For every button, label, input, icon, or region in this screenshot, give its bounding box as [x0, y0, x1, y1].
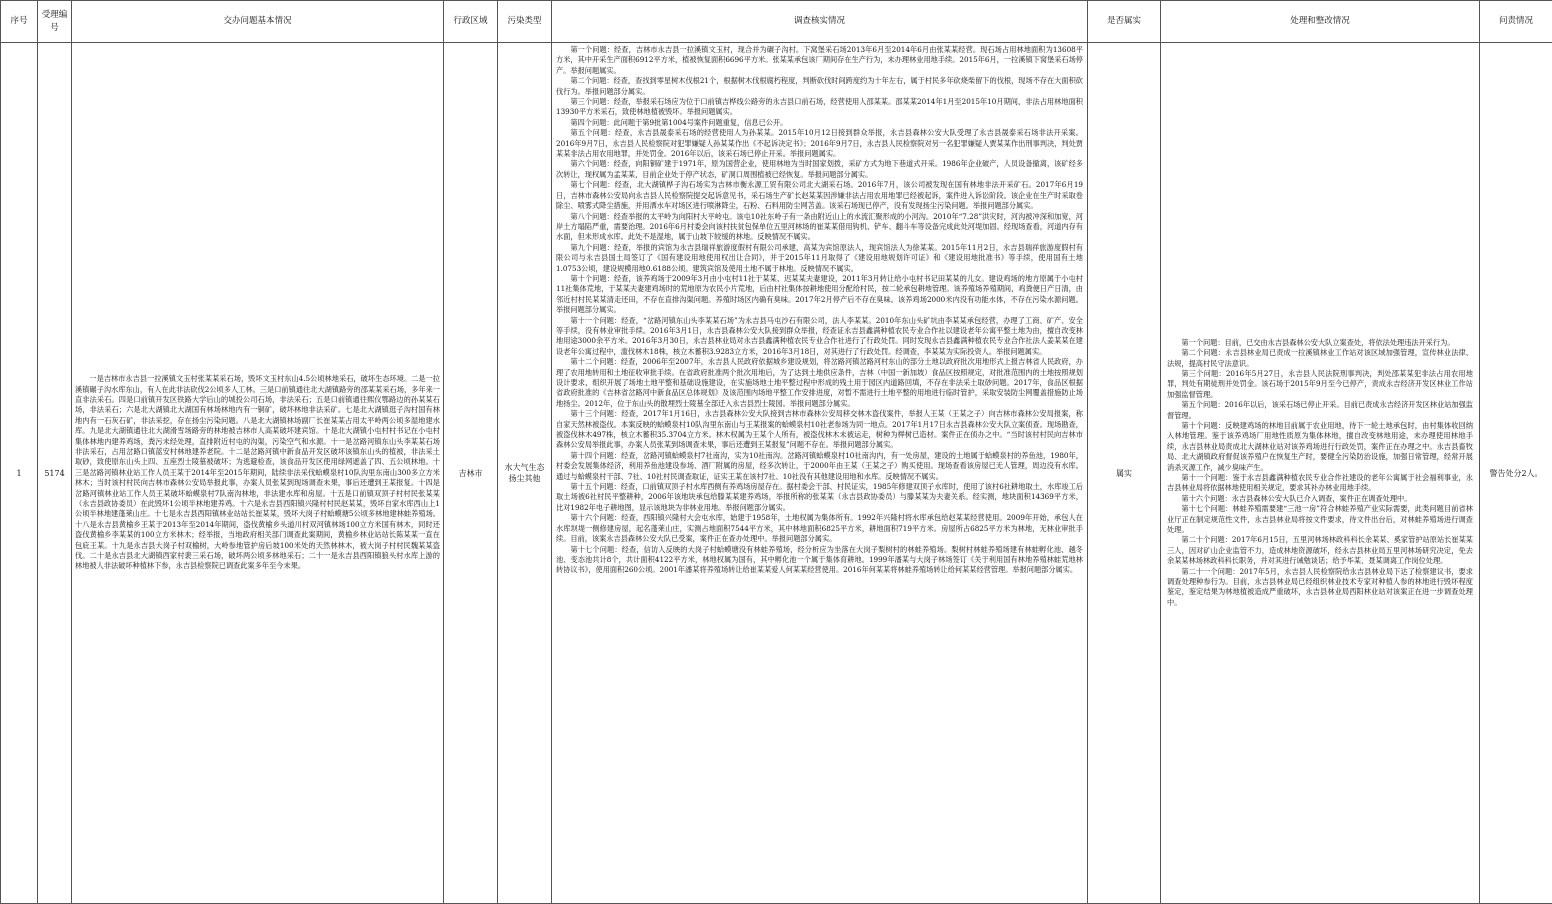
survey-paragraph: 第三个问题：经查，举报采石场应为位于口前镇吉桦线公路旁的永吉县口前石场，经营使用人邵某某。邵某某2014年1月至2015年10月期间，非法占用林地面积13930平方米采石，致使林地植被毁坏。举报问题属实。 — [556, 97, 1083, 118]
survey-paragraph: 第十四个问题：经查，岔路河镇蛤蟆泉村7社南沟，实为10社南沟。岔路河镇蛤蟆泉村10社南沟内，有一处房屋，建设的土地属于蛤蟆泉村的养鱼池，1980年，村委会发展集体经济，利用养鱼池建设参场、酒厂附属的房屋，经多次转让，于2000年由王某（王某之子）购买使用。现场查看该房屋已无人管理，周边没有水库。通过与蛤蟆泉村干部、7社、10社村民调查取证，证实王某在该村7社、10社没有其他建设用地和水库。反映情况不属实。 — [556, 451, 1083, 482]
survey-paragraph: 第十五个问题：经查，口前镇双顶子村水库西侧有养鸡场房屋存在。据村委会干部、村民证实，1985年修建双顶子水库时，使用了该村6社耕地取土，水库竣工后取土场被6社村民平整耕种，2006年该地块承包给滕某某建养鸡场，举报所称的张某某（永吉县政协委员）与滕某某为夫妻关系。经实测，地块面积14369平方米，比对1982年电子耕地图，显示该地块为非林业用地。举报问题部分属实。 — [556, 482, 1083, 513]
handling-paragraph: 第二十一个问题：2017年5月，永吉县人民检察院给永吉县林业局下达了检察建议书，要求调查处理种参行为。目前，永吉县林业局已经组织林业技术专家对种植人参的林地进行毁坏程度鉴定，鉴定结果为林地植被造成严重破坏，永吉县林业局西阳林业站对该案正在进一步调查处理中。 — [1167, 567, 1473, 609]
survey-paragraph: 第六个问题：经查，向阳铜矿建于1971年，原为国营企业，使用林地为当时国家划拨，采矿方式为地下巷道式开采。1986年企业破产，人员设备撤离，该矿经多次转让，现权属为孟某某，目前企业处于停产状态，矿洞口周围植被已经恢复。举报问题部分属实。 — [556, 159, 1083, 180]
handling-paragraph: 第五个问题：2016年以后，该采石场已停止开采。目前已责成永吉经济开发区林业站加强监督管理。 — [1167, 400, 1473, 421]
cell-accountability: 警告处分2人。 — [1480, 43, 1552, 904]
header-is-true: 是否属实 — [1088, 1, 1161, 43]
header-row — [1, 1, 1552, 43]
survey-paragraph: 第十个问题：经查，该养鸡场于2009年3月由小屯村11社于某某、迟某某夫妻建设，2011年3月转让给小屯村书记田某某的儿女。建设鸡场的地方原属于小屯村11社集体荒地，于某某夫妻建鸡场时的荒地原为农民小片荒地，后由村社集体按耕地使用分配给村民，按二轮承包耕地管理。该养殖场养殖期间，鸡粪便日产日清，由邻近村村民某某清走还田，不存在直排沟渠问题。养殖时场区内确有臭味。2017年2月停产后不存在臭味。该养鸡场2000米内没有功能水体，不存在污染水源问题。举报问题部分属实。 — [556, 274, 1083, 316]
cell-survey — [552, 43, 1088, 904]
header-handling: 处理和整改情况 — [1161, 1, 1480, 43]
cell-is-true: 属实 — [1088, 43, 1161, 904]
survey-paragraph: 第二个问题：经查，查找到零星树木伐根21个，根据树木伐根腐朽程度，判断砍伐时间跨度约为十年左右，属于村民多年砍烧柴留下的伐根，现场不存在大面积砍伐行为。举报问题部分属实。 — [556, 76, 1083, 97]
survey-paragraph: 第七个问题：经查，北大湖镇桦子沟石场实为吉林市衡永源工贸有限公司北大湖采石场。2016年7月，该公司被发现在国有林地非法开采矿石。2017年6月19日，吉林市森林公安局向永吉县人民检察院提交起诉意见书，采石场生产矿长赵某某因涉嫌非法占用农用地罪已经被起诉，案件进入诉讼阶段。该企业在生产时采取卷除尘、喷雾式降尘措施，并用洒水车对场区进行喷淋降尘，石粉、石料用防尘网苫盖。该采石场现已停产，没有发现扬尘污染问题。举报问题部分属实。 — [556, 180, 1083, 211]
survey-paragraph: 第十七个问题：经查，信访人反映的大岗子村蛤蟆塘没有林蛙养殖场，经分析应为坐落在大岗子梨树村的林蛙养殖场。梨树村林蛙养殖场建有林蛙孵化池、越冬池、变态池共计8个，共计面积4122平方米，林地权属为国有，其中孵化池一个属于集体育耕地。1999年潘某与大岗子林场签订《关于利用国有林地养殖林蛙荒地林转协议书》，使用面积260公顷。2001年潘某将养殖场转让给崔某某爱人何某某经营使用。2016年何某某将林蛙养殖场转让给何某某经营管理。举报问题部分属实。 — [556, 545, 1083, 576]
survey-paragraph: 第十三个问题：经查，2017年1月16日，永吉县森林公安大队接到吉林市森林公安局移交林木盗伐案件，举报人王某（王某之子）向吉林市森林公安局报案，称自家天然林被盗伐。本案反映的蛤蟆泉村10队沟里东南山与王某报案的蛤蟆泉村10社老参场为同一地点。2017年1月17日永吉县森林公安大队立案侦查。现场勘查，被盗伐林木497株，核立木蓄积35.3704立方米。林木权属为王某个人所有，被盗伐林木未被运走，树种为榉树已造材。案件正在侦办之中。“当时该村村民向吉林市森林公安局举报此事，办案人员张某到场调查未果，事后还遭到王某报复”问题不存在。举报问题部分属实。 — [556, 409, 1083, 451]
cell-accept-no: 5174 — [38, 43, 72, 904]
handling-paragraph: 第二个问题：永吉县林业局已责成一拉溪镇林业工作站对该区域加强管理，宣传林业法律、法规，提高村民守法意识。 — [1167, 348, 1473, 369]
cell-region: 吉林市 — [444, 43, 498, 904]
cell-handling — [1161, 43, 1480, 904]
header-case-info: 交办问题基本情况 — [72, 1, 444, 43]
survey-paragraph: 第九个问题：经查，举报的宾馆为永吉县瑞祥旅游度假村有限公司承建，高某为宾馆原法人，现宾馆法人为徐某某。2015年11月2日，永吉县瑞祥旅游度假村有限公司与永吉县国土局签订了《国有建设用地使用权出让合同》，并于2015年11月取得了《建设用地规划许可证》和《建设用地批准书》等手续，使用国有土地1.0753公顷，建设规模用地0.6188公顷。建筑宾馆及使用土地不属于林地。反映情况不属实。 — [556, 243, 1083, 274]
handling-paragraph: 第十六个问题：永吉县森林公安大队已介入调查，案件正在调查处理中。 — [1167, 494, 1473, 504]
header-region: 行政区域 — [444, 1, 498, 43]
survey-paragraph: 第十一个问题：经查，“岔路河镇东山头李某某石场”为永吉县马屯沙石有限公司，法人李某某。2010年东山头矿坑由李某某承包经营，办理了工商、矿产、安全等手续，没有林业审批手续。2016年3月1日，永吉县森林公安大队接到群众举报，经查证永吉县鑫满种植农民专业合作社以建设老年公寓平整土地为由，擅自改变林地用途3000余平方米。2016年3月30日，永吉县林业局对永吉县鑫满种植农民专业合作社进行了行政处罚。同时发现永吉县鑫满种植农民专业合作社法人姜某某在建设老年公寓过程中，滥伐林木18株，核立木蓄积3.9283立方米，2016年3月18日，对其进行了行政处罚。经调查，李某某为实际投资人。举报问题属实。 — [556, 316, 1083, 358]
handling-paragraph: 第三个问题：2016年5月27日，永吉县人民法院刑事判决，判处邵某某犯非法占用农用地罪，判处有期徒刑并处罚金。该石场于2015年9月至今已停产，责成永吉经济开发区林业工作站加强监督管理。 — [1167, 369, 1473, 400]
survey-paragraph: 第十二个问题：经查，2006年至2007年，永吉县人民政府依据城乡建设规划，将岔路河镇岔路河村东山的部分土地以政府批次用地形式上报吉林省人民政府，办理了农用地转用和土地征收审批手续。在省政府批准两个批次用地后，为了达到土地供应条件，吉林（中国一新加坡）食品区按照规定，对批准范围内的土地按照规划设计要求，组织开展了场地土地平整和基础设施建设，在实施场地土地平整过程中形成的残土用于园区内道路回填，不存在非法采土取砂问题。2017年，食品区根据省政府批准的《吉林省岔路河中新食品区总体规划》及该范围内场地平整工作安排进度，对暂不需进行土地平整的用地进行临时管护，采取安装防尘网覆盖措施防止场地扬尘。2012年，位于东山头的散埋烈士陵墓全部迁入永吉县烈士陵园。举报问题部分属实。 — [556, 357, 1083, 409]
handling-paragraph: 第十七个问题：林蛙养殖需要建“三池一房”符合林蛙养殖产业实际需要，此类问题目前省林业厅正在制定规范性文件，永吉县林业局将按文件要求，待文件出台后，对林蛙养殖场进行调查处理。 — [1167, 504, 1473, 535]
header-survey: 调查核实情况 — [552, 1, 1088, 43]
handling-paragraph: 第十个问题：反映建鸡场的林地目前属于农业用地，待下一轮土地承包时，由村集体收回纳入林地管理。鉴于该养鸡场厂用地性质原为集体林地，擅自改变林地用途，未办理使用林地手续，永吉县林业局责成北大湖林业站对该养鸡场进行行政处罚，案件正在办理之中。永吉县畜牧局、北大湖镇政府督促该养殖户在恢复生产时，要健全污染防治设施，加强日常管理，经常开展消杀灭源工作，减少臭味产生。 — [1167, 421, 1473, 473]
survey-paragraph: 第一个问题：经查，吉林市永吉县一拉溪镇文玉村，现合并为碾子沟村。下窝堡采石场2013年6月至2014年6月由张某某经营。现石场占用林地面积为13608平方米，其中开采生产面积6912平方米，植被恢复面积6696平方米。张某某承包该厂期间存在生产行为，未办理林业用地手续。2015年6月，一拉溪镇下窝堡采石场停产。举报问题属实。 — [556, 45, 1083, 76]
survey-paragraph: 第十六个问题：经查，西阳镇兴隆村大会屯水库，始建于1958年，土地权属为集体所有。1992年兴隆村将水库承包给赵某某经营使用。2009年开始，承包人在水库坝堤一侧修建房屋，起名蓬莱山庄，实测占地面积7544平方米，其中林地面积6825平方米，耕地面积719平方米。房屋所占6825平方米为林地，无林业审批手续。目前，该案永吉县森林公安大队已受案，案件正在查办处理中。举报问题部分属实。 — [556, 513, 1083, 544]
header-pollution-type: 污染类型 — [498, 1, 552, 43]
handling-paragraph: 第一个问题：目前，已交由永吉县森林公安大队立案查处，将依法处理违法开采行为。 — [1167, 338, 1473, 348]
cell-case-info — [72, 43, 444, 904]
cell-seq: 1 — [1, 43, 38, 904]
cell-pollution-type: 水大气生态扬尘其他 — [498, 43, 552, 904]
header-accountability: 问责情况 — [1480, 1, 1552, 43]
handling-paragraph: 第十一个问题：鉴于永吉县鑫满种植农民专业合作社建设的老年公寓属于社会福利事业，永吉县林业局将依据林地使用相关规定，要求其补办林业用地手续。 — [1167, 473, 1473, 494]
survey-paragraph: 第四个问题：此问题于第9批第1004号案件问题重复，信息已公开。 — [556, 118, 1083, 128]
case-info-text: 一是吉林市永吉县一拉溪镇文玉村张某某采石场，毁坏文玉村东山4.5公顷林地采石，破坏生态环境。二是一拉溪镇碾子沟水库东山，有人在此非法砍伐2公顷多人工林。三是口前镇通往北大湖镇路旁的邵某某采石场，多年来一直非法采石。四是口前镇开发区铁路大学后山的城投公司石场，非法采石；五是口前镇通往熙仪鄂路边的孙某某石场，非法采石；六是北大湖镇北大湖国有林场林地内有一铜矿，破坏林地非法采矿。七是北大湖镇逛子沟村国有林地内有一石灰石矿，非法采挖，存在扬尘污染问题。八是北大湖镇林场副厂长崔某某占用太平岭两公顷多湿地建水库。九是北大湖镇通往北大湖滑雪场路旁的林地被吉林市人高某破坏建宾馆。十是北大湖镇小屯村村书记在小屯村集体林地内建养鸡场，粪污未经处理，直排附近村屯的沟渠，污染空气和水源。十一是岔路河镇东山头李某某石场非法采石，占用岔路口镇蓝安村林地建养老院。十二是岔路河镇中新食品开发区破坏该镇东山头的植被，非法采土取砂，致使原东山头上四、五座烈士陵墓被破坏；为逃避检查，该食品开发区使用绿网遮盖了四、五公顷林地。十三是岔路河镇林业站工作人员王某于2014年至2015年期间，陆续非法采伐蛤蟆泉村10队沟里东南山300多立方米林木；当时该村村民向吉林市森林公安局举报此事，办案人员张某到现场调查未果，事后还遭到王某报复。十四是岔路河镇林业站工作人员王某破坏蛤蟆泉村7队南沟林地，非法建水库和房屋。十五是口前镇双顶子村村民张某某（永吉县政协委员）在此毁坏1公顷半林地建养鸡。十六是永吉县西阳镇兴隆村村民赵某某，毁坏自家水库西山上1公顷半林地建蓬莱山庄。十七是永吉县西阳镇林业站站长崔某某，毁坏大岗子村蛤蟆塘5公顷多林地建林蛙养殖场。十八是永吉县黄榆乡王某于2013年至2014年期间，盗伐黄榆乡头道川村双河镇林场100立方米国有林木，同时还盗伐黄榆乡李某某的100立方米林木；经举报，当地政府相关部门调查此案期间，黄榆乡林业站站长陈某某一直在包庇王某。十九是永吉县大岗子村双榆树，大岭参地管护房后坡100米处的天然林林木，被大岗子村村民魏某某盗伐。二十是永吉县北大湖镇西家村裴三采石场，破坏两公顷多林地采石；二十一是永吉县西阳镇狼头村水库上游的林地被人非法破坏种植林下参，永吉县检察院已调查此案多年至今未果。 — [75, 374, 440, 572]
survey-paragraph: 第五个问题：经查，永吉县晟泰采石场的经营使用人为孙某某。2015年10月12日接到群众举报，永吉县森林公安大队受理了永吉县晟泰采石场非法开采案。2016年9月7日，永吉县人民检察院对犯罪嫌疑人孙某某作出《不起诉决定书》；2016年9月7日，永吉县人民检察院对另一名犯罪嫌疑人贾某某作出刑事判决，判处贾某某非法占用农用地罪，并处罚金。2016年以后，该采石场已停止开采。举报问题属实。 — [556, 128, 1083, 159]
survey-paragraph: 第八个问题：经查举报的太平岭为向阳村大平岭屯。该屯10社东岭子有一条由附近山上的水流汇聚形成的小河沟。2010年“7.28”洪灾时，河沟被冲深和加宽，河岸土方塌陷严重，需要治理。2016年6月村委会向该村扶贫包保单位五里河林场的崔某某借用钩机、铲车、翻斗车等设备完成此处河堤加固。经现场查看，河道内存有水面，但未形成水库。此处不是湿地，属于山坡下较缓的林地。反映情况不属实。 — [556, 212, 1083, 243]
header-accept-no: 受理编号 — [38, 1, 72, 43]
table-row — [1, 43, 1552, 904]
handling-paragraph: 第二十个问题：2017年6月15日，五里河林场林政科科长余某某、奚家管护站原站长崔某某三人，因对矿山企业监管不力，造成林地资源破坏，经永吉县林业局五里河林场研究决定，免去余某某林场林政科科长职务，并对其进行诫勉谈话；给予毕某、聂某调离工作岗位处理。 — [1167, 535, 1473, 566]
header-seq: 序号 — [1, 1, 38, 43]
